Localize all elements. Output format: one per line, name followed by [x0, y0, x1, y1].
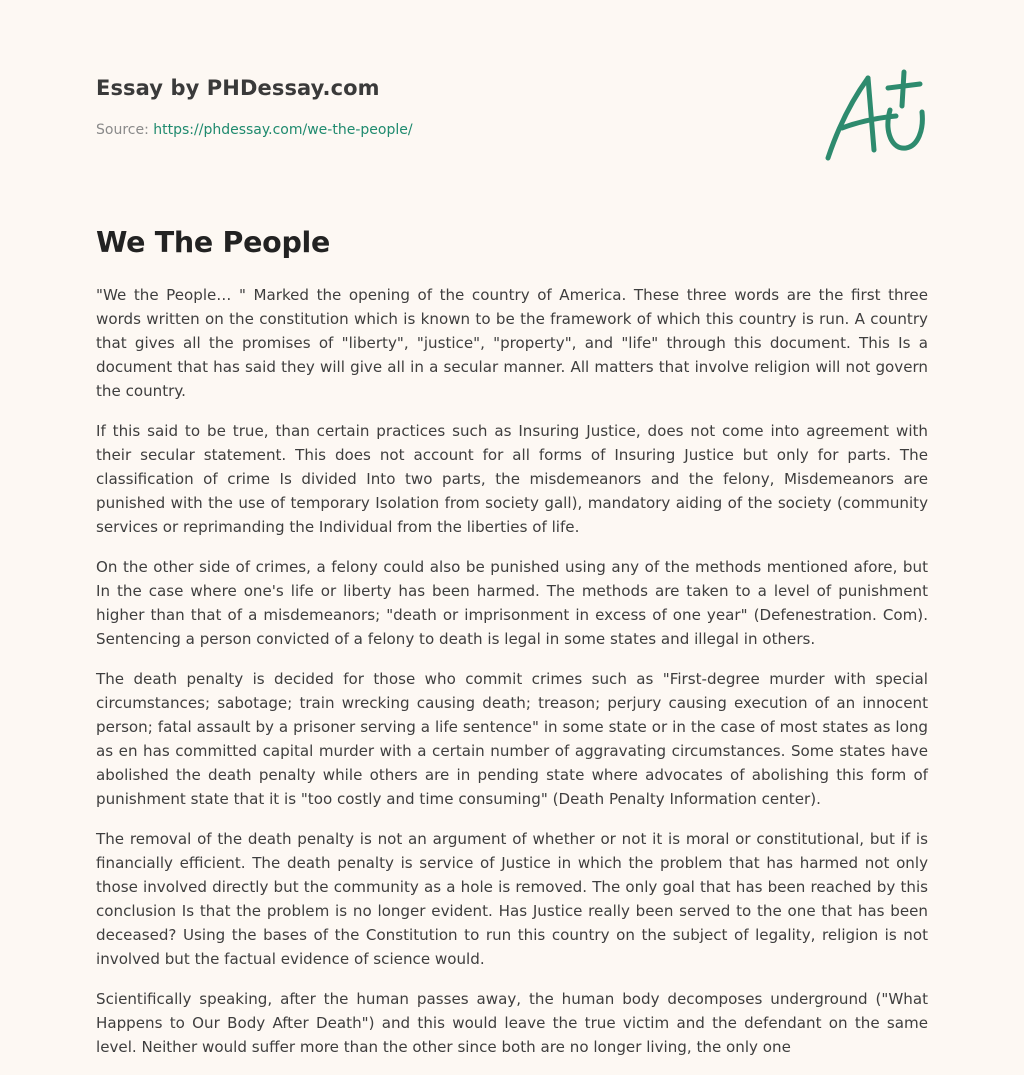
- essay-paragraph-5: The removal of the death penalty is not an argument of whether or not it is moral or constitutional, but if is financially efficient. The death penalty is service of Justice in which the problem that has harmed not only those involved directly but the community as a hole is removed. The only goal that has been reached by this conclusion Is that the problem is no longer evident. Has Justice really been served to the one that has been deceased? Using the bases of the Constitution to run this country on the subject of legality, religion is not involved but the factual evidence of science would.: [96, 830, 928, 968]
- site-brand: Essay by PHDessay.com: [96, 76, 380, 100]
- essay-paragraph-2: If this said to be true, than certain practices such as Insuring Justice, does not come into agreement with their secular statement. This does not account for all forms of Insuring Justice but only for parts. The classification of crime Is divided Into two parts, the misdemeanors and the felony, Misdemeanors are punished with the use of temporary Isolation from society gall), mandatory aiding of the society (community services or reprimanding the Individual from the liberties of life.: [96, 422, 928, 536]
- essay-title: We The People: [96, 226, 331, 259]
- essay-header: [96, 76, 928, 138]
- source-link[interactable]: https://phdessay.com/we-the-people/: [153, 122, 413, 138]
- essay-paragraph-1: "We the People… " Marked the opening of the country of America. These three words are the first three words written on the constitution which is known to be the framework of which this country is run. A country that gives all the promises of "liberty", "justice", "property", and "life" through this document. This Is a document that has said they will give all in a secular manner. All matters that involve religion will not govern the country.: [96, 286, 928, 400]
- essay-paragraph-6: Scientifically speaking, after the human passes away, the human body decomposes underground ("What Happens to Our Body After Death") and this would leave the true victim and the defendant on the same level. Neither would suffer more than the other since both are no longer living, the only one: [96, 990, 928, 1056]
- essay-paragraph-4: The death penalty is decided for those who commit crimes such as "First-degree murder with special circumstances; sabotage; train wrecking causing death; treason; perjury causing execution of an innocent person; fatal assault by a prisoner serving a life sentence" in some state or in the case of most states as long as en has committed capital murder with a certain number of aggravating circumstances. Some states have abolished the death penalty while others are in pending state where advocates of abolishing this form of punishment state that it is "too costly and time consuming" (Death Penalty Information center).: [96, 670, 928, 808]
- source-line: [96, 122, 928, 138]
- source-label: Source:: [96, 122, 149, 138]
- a-plus-grade-icon: [818, 66, 930, 166]
- essay-paragraph-3: On the other side of crimes, a felony could also be punished using any of the methods mentioned afore, but In the case where one's life or liberty has been harmed. The methods are taken to a level of punishment higher than that of a misdemeanors; "death or imprisonment in excess of one year" (Defenestration. Com). Sentencing a person convicted of a felony to death is legal in some states and illegal in others.: [96, 558, 928, 648]
- essay-content: [96, 226, 928, 1075]
